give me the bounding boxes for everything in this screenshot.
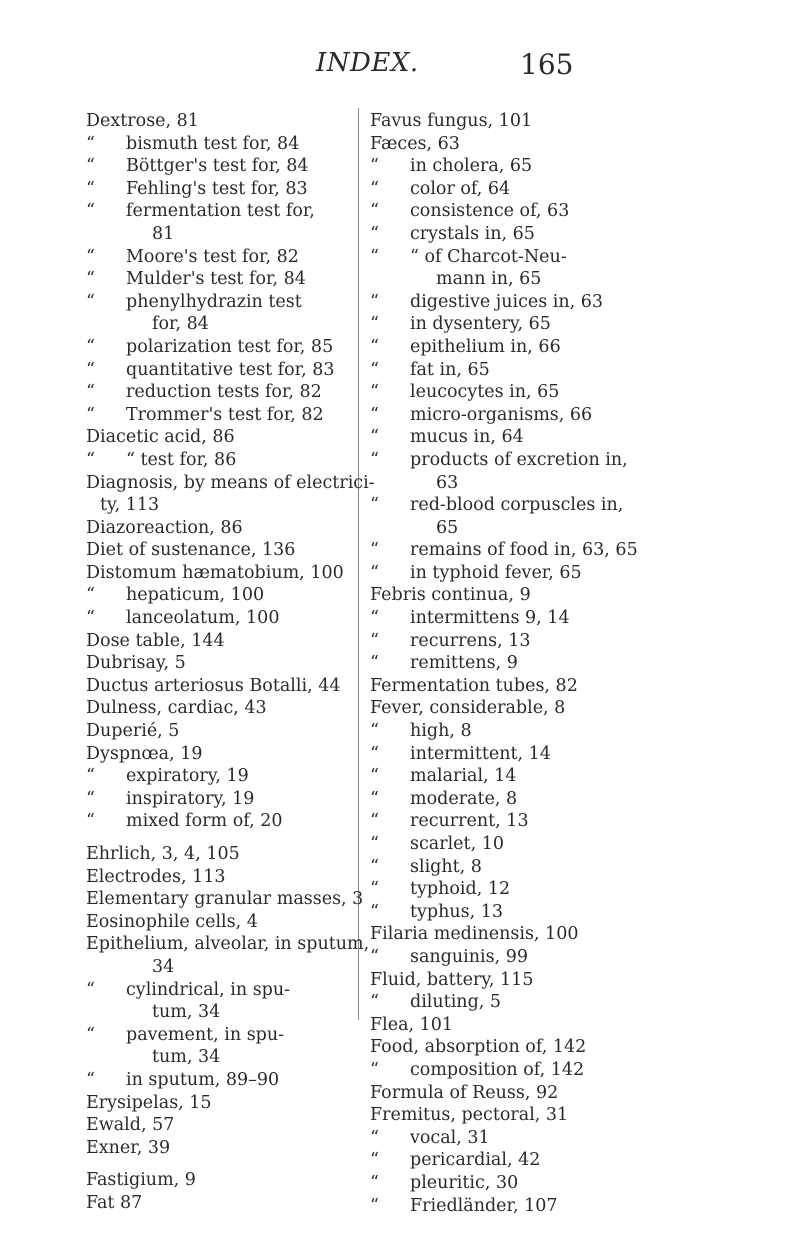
entry-text: cylindrical, in spu- xyxy=(126,979,291,1000)
entry-text: pleuritic, 30 xyxy=(410,1172,519,1193)
index-entry xyxy=(370,584,700,607)
entry-text: inspiratory, 19 xyxy=(126,788,255,809)
entry-text: digestive juices in, 63 xyxy=(410,291,604,312)
index-entry xyxy=(370,969,700,992)
entry-text: pavement, in spu- xyxy=(126,1024,285,1045)
index-entry xyxy=(86,630,348,653)
entry-text: Dulness, cardiac, 43 xyxy=(86,698,267,719)
ditto-mark: “ xyxy=(86,382,95,403)
ditto-mark: “ xyxy=(86,156,95,177)
index-entry xyxy=(86,1046,348,1069)
index-entry xyxy=(370,313,700,336)
entry-text: mann in, 65 xyxy=(436,269,542,290)
index-entry xyxy=(86,426,348,449)
entry-text: in sputum, 89–90 xyxy=(126,1069,280,1090)
entry-text: slight, 8 xyxy=(410,856,482,877)
index-entry xyxy=(86,133,348,156)
entry-text: Moore's test for, 82 xyxy=(126,246,299,267)
index-entry xyxy=(86,720,348,743)
index-entry xyxy=(86,843,348,866)
index-entry xyxy=(86,110,348,133)
index-entry xyxy=(86,607,348,630)
index-entry xyxy=(86,743,348,766)
entry-text: Trommer's test for, 82 xyxy=(126,404,324,425)
entry-text: Böttger's test for, 84 xyxy=(126,156,309,177)
ditto-mark: “ xyxy=(370,495,379,516)
index-entry xyxy=(370,991,700,1014)
entry-text: hepaticum, 100 xyxy=(126,585,265,606)
entry-text: in cholera, 65 xyxy=(410,156,533,177)
ditto-mark: “ xyxy=(86,979,95,1000)
entry-text: Ehrlich, 3, 4, 105 xyxy=(86,844,240,864)
entry-text: high, 8 xyxy=(410,721,472,742)
ditto-mark: “ xyxy=(86,133,95,154)
entry-text: Dubrisay, 5 xyxy=(86,653,186,674)
index-entry xyxy=(370,1104,700,1127)
index-entry xyxy=(86,1069,348,1092)
ditto-mark: “ xyxy=(86,178,95,199)
entry-text: Formula of Reuss, 92 xyxy=(370,1082,559,1103)
entry-text: Food, absorption of, 142 xyxy=(370,1037,587,1058)
index-entry xyxy=(86,675,348,698)
index-entry xyxy=(86,539,348,562)
ditto-mark: “ xyxy=(370,246,379,267)
entry-text: 34 xyxy=(152,956,175,977)
entry-text: for, 84 xyxy=(152,314,209,335)
ditto-mark: “ xyxy=(86,201,95,222)
ditto-mark: “ xyxy=(370,788,379,809)
index-entry xyxy=(86,1092,348,1115)
index-entry xyxy=(370,336,700,359)
ditto-mark: “ xyxy=(86,404,95,425)
ditto-mark: “ xyxy=(370,291,379,312)
index-entry xyxy=(86,562,348,585)
entry-text: fermentation test for, xyxy=(126,201,315,222)
entry-text: diluting, 5 xyxy=(410,992,502,1013)
index-entry xyxy=(370,1082,700,1105)
ditto-mark: “ xyxy=(86,336,95,357)
ditto-mark: “ xyxy=(370,201,379,222)
index-entry xyxy=(86,584,348,607)
entry-text: Mulder's test for, 84 xyxy=(126,269,306,290)
entry-text: Flea, 101 xyxy=(370,1014,454,1035)
index-entry xyxy=(86,1001,348,1024)
index-entry xyxy=(370,200,700,223)
index-entry xyxy=(370,630,700,653)
entry-text: Dextrose, 81 xyxy=(86,111,199,131)
entry-text: “ test for, 86 xyxy=(126,449,237,470)
column-divider xyxy=(358,108,359,1020)
entry-text: Diacetic acid, 86 xyxy=(86,427,235,448)
index-entry xyxy=(370,1127,700,1150)
index-entry xyxy=(86,866,348,889)
ditto-mark: “ xyxy=(370,178,379,199)
entry-text: Duperié, 5 xyxy=(86,721,180,742)
index-entry xyxy=(370,607,700,630)
index-entry xyxy=(370,901,700,924)
index-entry xyxy=(86,956,348,979)
entry-gap xyxy=(86,833,348,843)
ditto-mark: “ xyxy=(370,834,379,854)
index-entry xyxy=(370,743,700,766)
entry-text: red-blood corpuscles in, xyxy=(410,495,624,516)
index-entry xyxy=(370,1014,700,1037)
index-entry xyxy=(86,888,364,911)
index-entry xyxy=(370,449,700,472)
index-entry xyxy=(86,1024,348,1047)
index-entry xyxy=(370,426,700,449)
ditto-mark: “ xyxy=(86,585,95,606)
entry-text: Elementary granular masses, 3 xyxy=(86,889,364,910)
ditto-mark: “ xyxy=(86,766,95,787)
index-entry xyxy=(86,449,348,472)
entry-text: products of excretion in, xyxy=(410,449,628,470)
index-entry xyxy=(86,291,348,314)
index-entry xyxy=(86,810,348,833)
ditto-mark: “ xyxy=(86,269,95,290)
entry-text: Fastigium, 9 xyxy=(86,1170,196,1191)
index-entry xyxy=(370,788,700,811)
index-entry xyxy=(370,675,700,698)
entry-text: Fever, considerable, 8 xyxy=(370,698,566,719)
index-entry xyxy=(370,1059,700,1082)
ditto-mark: “ xyxy=(370,382,379,403)
index-entry xyxy=(86,472,375,495)
entry-text: ty, 113 xyxy=(100,495,160,516)
entry-text: Dose table, 144 xyxy=(86,630,225,651)
index-entry xyxy=(86,313,348,336)
ditto-mark: “ xyxy=(86,608,95,629)
index-entry xyxy=(370,539,700,562)
index-entry xyxy=(86,652,348,675)
entry-text: in dysentery, 65 xyxy=(410,314,551,335)
ditto-mark: “ xyxy=(370,1195,379,1216)
index-entry xyxy=(86,336,348,359)
index-entry xyxy=(370,878,700,901)
entry-text: scarlet, 10 xyxy=(410,834,504,854)
ditto-mark: “ xyxy=(370,336,379,357)
index-entry xyxy=(370,562,700,585)
entry-text: malarial, 14 xyxy=(410,766,517,787)
index-entry xyxy=(86,200,348,223)
index-entry xyxy=(370,1149,700,1172)
entry-text: Fermentation tubes, 82 xyxy=(370,675,578,696)
ditto-mark: “ xyxy=(370,540,379,561)
entry-text: Friedländer, 107 xyxy=(410,1195,558,1216)
ditto-mark: “ xyxy=(370,811,379,832)
index-entry xyxy=(86,494,348,517)
index-entry xyxy=(370,223,700,246)
index-entry xyxy=(370,1036,700,1059)
ditto-mark: “ xyxy=(86,811,95,832)
entry-text: quantitative test for, 83 xyxy=(126,359,335,380)
index-entry xyxy=(370,494,700,517)
index-entry xyxy=(86,1114,348,1137)
entry-text: typhoid, 12 xyxy=(410,879,511,900)
entry-text: Exner, 39 xyxy=(86,1137,171,1158)
entry-text: Diazoreaction, 86 xyxy=(86,517,243,538)
entry-text: polarization test for, 85 xyxy=(126,336,334,357)
index-entry xyxy=(370,1172,700,1195)
entry-text: vocal, 31 xyxy=(410,1127,490,1148)
entry-text: in typhoid fever, 65 xyxy=(410,562,582,583)
ditto-mark: “ xyxy=(370,766,379,787)
entry-text: lanceolatum, 100 xyxy=(126,608,280,629)
ditto-mark: “ xyxy=(86,246,95,267)
ditto-mark: “ xyxy=(370,1127,379,1148)
entry-text: Ewald, 57 xyxy=(86,1115,175,1136)
entry-text: Fat 87 xyxy=(86,1192,143,1213)
entry-text: 63 xyxy=(436,472,459,493)
ditto-mark: “ xyxy=(370,856,379,877)
entry-text: pericardial, 42 xyxy=(410,1150,541,1171)
index-entry xyxy=(370,946,700,969)
index-entry xyxy=(86,765,348,788)
index-entry xyxy=(370,404,700,427)
index-entry xyxy=(370,517,700,540)
ditto-mark: “ xyxy=(370,427,379,448)
index-entry xyxy=(86,268,348,291)
entry-text: sanguinis, 99 xyxy=(410,946,528,967)
ditto-mark: “ xyxy=(86,788,95,809)
ditto-mark: “ xyxy=(86,291,95,312)
index-entry xyxy=(86,517,348,540)
index-entry xyxy=(86,1192,348,1215)
entry-text: intermittent, 14 xyxy=(410,743,551,764)
entry-text: consistence of, 63 xyxy=(410,201,570,222)
entry-text: composition of, 142 xyxy=(410,1059,585,1080)
index-entry xyxy=(86,979,348,1002)
entry-text: 65 xyxy=(436,517,459,538)
ditto-mark: “ xyxy=(370,223,379,244)
index-entry xyxy=(86,178,348,201)
ditto-mark: “ xyxy=(370,653,379,674)
index-entry xyxy=(370,155,700,178)
entry-text: intermittens 9, 14 xyxy=(410,608,570,629)
page-header xyxy=(0,48,800,108)
entry-text: phenylhydrazin test xyxy=(126,291,302,312)
ditto-mark: “ xyxy=(370,1150,379,1171)
entry-text: Epithelium, alveolar, in sputum, xyxy=(86,934,370,955)
entry-text: remittens, 9 xyxy=(410,653,518,674)
ditto-mark: “ xyxy=(370,156,379,177)
entry-text: Fehling's test for, 83 xyxy=(126,178,308,199)
index-entry xyxy=(370,765,700,788)
index-entry xyxy=(370,291,700,314)
entry-text: recurrent, 13 xyxy=(410,811,529,832)
ditto-mark: “ xyxy=(370,1059,379,1080)
entry-text: remains of food in, 63, 65 xyxy=(410,540,638,561)
ditto-mark: “ xyxy=(370,1172,379,1193)
ditto-mark: “ xyxy=(370,608,379,629)
entry-text: Distomum hæmatobium, 100 xyxy=(86,562,344,583)
entry-text: bismuth test for, 84 xyxy=(126,133,300,154)
ditto-mark: “ xyxy=(86,359,95,380)
index-entry xyxy=(370,381,700,404)
ditto-mark: “ xyxy=(370,992,379,1013)
index-entry xyxy=(86,404,348,427)
entry-text: Febris continua, 9 xyxy=(370,585,531,606)
index-entry xyxy=(370,110,700,133)
ditto-mark: “ xyxy=(86,449,95,470)
index-entry xyxy=(86,697,348,720)
entry-text: color of, 64 xyxy=(410,178,511,199)
entry-text: Favus fungus, 101 xyxy=(370,111,533,131)
entry-text: Erysipelas, 15 xyxy=(86,1092,212,1113)
index-entry xyxy=(86,246,348,269)
index-entry xyxy=(370,833,700,856)
index-entry xyxy=(370,652,700,675)
index-entry xyxy=(86,933,370,956)
index-entry xyxy=(86,359,348,382)
entry-text: Fremitus, pectoral, 31 xyxy=(370,1105,569,1126)
ditto-mark: “ xyxy=(370,721,379,742)
entry-text: Eosinophile cells, 4 xyxy=(86,911,258,932)
entry-text: tum, 34 xyxy=(152,1047,221,1068)
index-entry xyxy=(86,788,348,811)
entry-text: recurrens, 13 xyxy=(410,630,531,651)
entry-text: typhus, 13 xyxy=(410,901,504,922)
entry-text: micro-organisms, 66 xyxy=(410,404,593,425)
entry-text: Ductus arteriosus Botalli, 44 xyxy=(86,675,341,696)
index-column-right xyxy=(370,110,700,1217)
entry-text: Diagnosis, by means of electrici- xyxy=(86,472,375,493)
ditto-mark: “ xyxy=(370,630,379,651)
ditto-mark: “ xyxy=(370,946,379,967)
entry-text: “ of Charcot-Neu- xyxy=(410,246,567,267)
index-entry xyxy=(370,178,700,201)
ditto-mark: “ xyxy=(370,449,379,470)
entry-text: fat in, 65 xyxy=(410,359,490,380)
index-entry xyxy=(370,697,700,720)
index-entry xyxy=(370,268,700,291)
index-entry xyxy=(370,1195,700,1218)
entry-text: leucocytes in, 65 xyxy=(410,382,560,403)
index-entry xyxy=(86,1169,348,1192)
index-entry xyxy=(86,155,348,178)
index-entry xyxy=(370,246,700,269)
entry-gap xyxy=(86,1159,348,1169)
ditto-mark: “ xyxy=(370,314,379,335)
ditto-mark: “ xyxy=(370,359,379,380)
page-number: 165 xyxy=(520,48,574,81)
entry-text: Dyspnœa, 19 xyxy=(86,743,203,764)
entry-text: reduction tests for, 82 xyxy=(126,382,322,403)
index-entry xyxy=(370,359,700,382)
entry-text: mixed form of, 20 xyxy=(126,811,283,832)
entry-text: expiratory, 19 xyxy=(126,766,249,787)
entry-text: tum, 34 xyxy=(152,1002,221,1023)
index-entry xyxy=(86,1137,348,1160)
running-head: INDEX. xyxy=(316,48,419,78)
ditto-mark: “ xyxy=(370,404,379,425)
ditto-mark: “ xyxy=(86,1024,95,1045)
index-entry xyxy=(86,911,348,934)
ditto-mark: “ xyxy=(370,743,379,764)
entry-text: epithelium in, 66 xyxy=(410,336,561,357)
entry-text: mucus in, 64 xyxy=(410,427,524,448)
index-entry xyxy=(370,856,700,879)
ditto-mark: “ xyxy=(86,1069,95,1090)
index-entry xyxy=(370,472,700,495)
index-entry xyxy=(370,133,700,156)
index-entry xyxy=(370,810,700,833)
entry-text: crystals in, 65 xyxy=(410,223,535,244)
entry-text: Fluid, battery, 115 xyxy=(370,969,534,990)
ditto-mark: “ xyxy=(370,901,379,922)
index-entry xyxy=(86,381,348,404)
entry-text: 81 xyxy=(152,223,175,244)
entry-text: Electrodes, 113 xyxy=(86,866,226,887)
index-entry xyxy=(370,720,700,743)
entry-text: moderate, 8 xyxy=(410,788,518,809)
index-entry xyxy=(86,223,348,246)
entry-text: Filaria medinensis, 100 xyxy=(370,924,579,945)
ditto-mark: “ xyxy=(370,562,379,583)
entry-text: Diet of sustenance, 136 xyxy=(86,540,296,561)
entry-text: Fæces, 63 xyxy=(370,133,460,154)
ditto-mark: “ xyxy=(370,879,379,900)
index-entry xyxy=(370,923,700,946)
index-column-left xyxy=(86,110,375,1215)
